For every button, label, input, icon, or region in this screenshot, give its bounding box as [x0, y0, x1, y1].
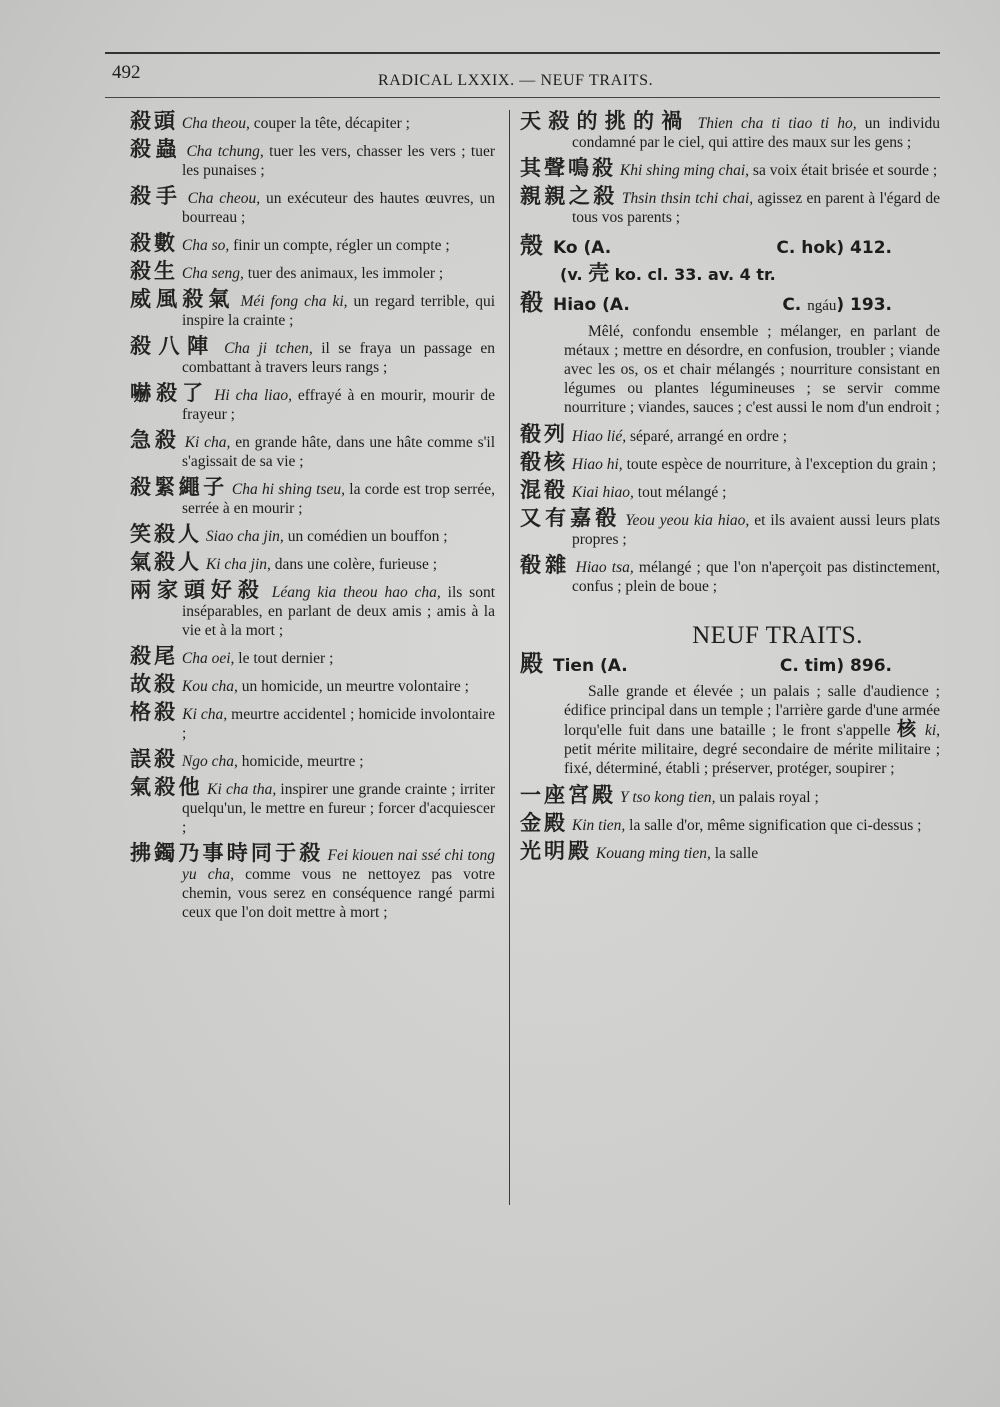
entry-definition: un homicide, un meurtre volontaire ;: [241, 678, 469, 695]
cross-reference-note: [560, 261, 940, 285]
dictionary-entry: [130, 672, 495, 696]
entry-characters: 嚇殺了: [130, 381, 209, 405]
page-number: 492: [112, 62, 141, 83]
entry-definition: comme vous ne nettoyez pas votre chemin, vous serez en conséquence rangé parmi ceux que l'on doit mettre à mort ;: [182, 866, 496, 921]
entry-definition: il se fraya un passage en combattant à travers leurs rangs ;: [182, 340, 495, 376]
right-column: [520, 109, 941, 870]
dictionary-entry: [520, 109, 941, 152]
dictionary-entry: [130, 334, 495, 377]
entry-definition: meurtre accidentel ; homicide involontaire ;: [182, 706, 496, 742]
entry-characters: 金殿: [520, 811, 568, 835]
entry-romanization: Cha seng,: [181, 265, 244, 282]
entry-characters: 殽列: [520, 422, 568, 446]
entry-characters: 殺八陣: [130, 334, 216, 358]
dictionary-entry: [130, 475, 496, 518]
entry-romanization: Cha hi shing tseu,: [231, 481, 345, 498]
entry-definition: mélangé ; que l'on n'aperçoit pas distinctement, confus ; plein de boue ;: [572, 559, 941, 595]
entry-definition: ils sont inséparables, en parlant de deux amis ; amis à la vie et à la mort ;: [182, 584, 496, 639]
dictionary-entry: [130, 775, 495, 837]
dictionary-entry: [130, 841, 496, 922]
entry-definition: tuer les vers, chasser les vers ; tuer les punaises ;: [182, 143, 496, 179]
entry-definition: un exécuteur des hautes œuvres, un bourreau ;: [182, 190, 496, 226]
dictionary-entry: [520, 839, 940, 863]
dictionary-entry: [520, 156, 940, 180]
entry-characters: 又有嘉殽: [520, 506, 621, 530]
entry-characters: 天殺的挑的禍: [520, 109, 690, 133]
head-character: 殿: [520, 651, 543, 677]
dictionary-entry: [130, 137, 496, 180]
entry-head-tien: [520, 651, 940, 677]
entry-definition: en grande hâte, dans une hâte comme s'il s'agissait de sa vie ;: [182, 434, 496, 470]
entry-romanization: Léang kia theou hao cha,: [271, 584, 441, 601]
entry-definition: finir un compte, régler un compte ;: [233, 237, 450, 254]
entry-characters: 殺數: [130, 231, 178, 255]
entry-characters: 故殺: [130, 672, 178, 696]
head-character: 殽: [520, 290, 543, 316]
entry-definition: agissez en parent à l'égard de tous vos parents ;: [572, 190, 940, 226]
entry-characters: 混殽: [520, 478, 568, 502]
entry-characters: 一座宮殿: [520, 783, 616, 807]
entry-characters: 光明殿: [520, 839, 592, 863]
note-character: 壳: [588, 261, 610, 285]
entry-characters: 威風殺氣: [130, 287, 235, 311]
dictionary-entry: [130, 259, 495, 283]
entry-characters: 殺緊繩子: [130, 475, 228, 499]
entry-romanization: Kiai hiao,: [571, 484, 634, 501]
entry-characters: 氣殺人: [130, 550, 202, 574]
entry-definition: un regard terrible, qui inspire la crainte ;: [182, 293, 496, 329]
entry-romanization: Siao cha jin,: [205, 528, 284, 545]
entry-romanization: Cha oei,: [181, 650, 235, 667]
top-rule: [105, 52, 940, 54]
entry-romanization: Cha theou,: [181, 115, 250, 132]
dictionary-entry: [520, 450, 940, 474]
entry-definition: tuer des animaux, les immoler ;: [247, 265, 444, 282]
entry-characters: 親親之殺: [520, 184, 618, 208]
entry-romanization: Cha ji tchen,: [224, 340, 313, 357]
entry-characters: 殺手: [130, 184, 182, 208]
entry-characters: 殺頭: [130, 109, 178, 133]
dictionary-entry: [130, 522, 495, 546]
head-word: Hiao (A.: [553, 295, 630, 315]
dictionary-entry: [130, 231, 495, 255]
dictionary-entry: [520, 783, 940, 807]
header-rule: [105, 97, 940, 98]
head-code: C. hok) 412.: [776, 238, 892, 258]
entry-romanization: Hi cha liao,: [214, 387, 292, 404]
entry-characters: 兩家頭好殺: [130, 578, 265, 602]
entry-definition: le tout dernier ;: [238, 650, 334, 667]
column-divider: [509, 110, 510, 1205]
entry-romanization: Thsin thsin tchi chai,: [621, 190, 754, 207]
dictionary-entry: [130, 381, 496, 424]
entry-definition: la salle d'or, même signification que ci-dessus ;: [629, 817, 922, 834]
entry-head-ko: [520, 233, 940, 259]
inline-character: 核: [896, 718, 919, 740]
entry-romanization: Kou cha,: [181, 678, 238, 695]
entry-characters: 殺生: [130, 259, 178, 283]
entry-romanization: Khi shing ming chai,: [619, 162, 750, 179]
entry-romanization: Ki cha,: [182, 706, 228, 723]
dictionary-entry: [130, 578, 496, 640]
entry-definition: sa voix était brisée et sourde ;: [752, 162, 938, 179]
head-word: Tien (A.: [553, 656, 628, 676]
definition-paragraph-tien: Salle grande et élevée ; un palais ; salle d'audience ; édifice principal dans un temple ; l'arrière garde d'une armée lorqu'elle fuit dans une bataille ; le front s'appelle 核 ki, petit mérite militaire, degré secondaire de mérite militaire ; fixé, déterminé, établi ; préserver, protéger, soupirer ;: [564, 683, 940, 777]
entry-definition: un palais royal ;: [719, 789, 819, 806]
entry-romanization: Ki cha tha,: [207, 781, 277, 798]
entry-characters: 殽核: [520, 450, 568, 474]
entry-characters: 急殺: [130, 428, 180, 452]
entry-romanization: Kouang ming tien,: [595, 845, 711, 862]
head-code: C. tim) 896.: [779, 656, 892, 676]
entry-definition: séparé, arrangé en ordre ;: [630, 428, 788, 445]
entry-definition: la salle: [714, 845, 759, 862]
dictionary-entry: [130, 287, 496, 330]
entry-romanization: Cha so,: [181, 237, 230, 254]
left-column: [130, 109, 496, 929]
entry-romanization: Hiao hi,: [571, 456, 623, 473]
entry-romanization: Cha tchung,: [186, 143, 264, 160]
note-prefix: (v.: [560, 265, 583, 284]
entry-definition: toute espèce de nourriture, à l'exception du grain ;: [626, 456, 937, 473]
definition-paragraph-hiao: Mêlé, confondu ensemble ; mélanger, en parlant de métaux ; mettre en désordre, en confusion, troubler ; viande avec les os, os et chair mélangés ; nourriture consistant en légumes ou plantes légumineuses ; se servir comme nourriture ; viandes, sauces ; c'est aussi le nom d'un endroit ;: [564, 323, 940, 416]
dictionary-entry: [130, 109, 495, 133]
section-title: NEUF TRAITS.: [692, 622, 863, 649]
dictionary-entry: [520, 184, 940, 227]
entry-definition: effrayé à en mourir, mourir de frayeur ;: [182, 387, 496, 423]
entry-characters: 氣殺他: [130, 775, 203, 799]
entry-romanization: Cha cheou,: [187, 190, 261, 207]
entry-definition: inspirer une grande crainte ; irriter quelqu'un, le mettre en fureur ; forcer d'acquiescer ;: [182, 781, 495, 836]
entry-definition: la corde est trop serrée, serrée à en mourir ;: [182, 481, 496, 517]
dictionary-entry: [130, 428, 496, 471]
entry-romanization: Hiao tsa,: [575, 559, 634, 576]
entry-characters: 誤殺: [130, 747, 178, 771]
entry-romanization: Kin tien,: [571, 817, 626, 834]
dictionary-entry: [520, 811, 940, 835]
entry-romanization: Ngo cha,: [181, 753, 238, 770]
entry-head-hiao: [520, 290, 940, 316]
entry-romanization: Thien cha ti tiao ti ho,: [697, 115, 857, 132]
inline-romanization: ki,: [924, 722, 940, 739]
head-word: Ko (A.: [553, 238, 612, 258]
dictionary-entry: [520, 506, 940, 549]
dictionary-entry: [520, 422, 940, 446]
dictionary-entry: [520, 553, 941, 596]
entry-characters: 拂鐲乃事時同于殺: [130, 841, 324, 865]
entry-definition: un individu condamné par le ciel, qui attire des maux sur les gens ;: [572, 115, 941, 151]
head-character: 殼: [520, 233, 543, 259]
entry-definition: homicide, meurtre ;: [241, 753, 364, 770]
dictionary-entry: [130, 747, 495, 771]
entry-characters: 殺蟲: [130, 137, 182, 161]
note-text: ko. cl. 33. av. 4 tr.: [614, 265, 776, 284]
dictionary-entry: [130, 700, 496, 743]
entry-romanization: Hiao lié,: [571, 428, 627, 445]
entry-definition: et ils avaient aussi leurs plats propres ;: [572, 512, 940, 548]
entry-definition: un comédien un bouffon ;: [287, 528, 448, 545]
entry-characters: 殺尾: [130, 644, 178, 668]
entry-characters: 笑殺人: [130, 522, 202, 546]
entry-romanization: Ki cha,: [184, 434, 231, 451]
entry-definition: tout mélangé ;: [637, 484, 727, 501]
dictionary-entry: [130, 184, 496, 227]
entry-romanization: Méi fong cha ki,: [240, 293, 348, 310]
dictionary-entry: [130, 644, 495, 668]
entry-romanization: Fei kiouen nai ssé chi tong yu cha,: [182, 847, 496, 883]
head-code: C. ngáu) 193.: [782, 295, 892, 315]
entry-definition: dans une colère, furieuse ;: [274, 556, 438, 573]
entry-characters: 格殺: [130, 700, 179, 724]
entry-definition: couper la tête, décapiter ;: [253, 115, 410, 132]
entry-romanization: Yeou yeou kia hiao,: [625, 512, 750, 529]
entry-characters: 殽雜: [520, 553, 571, 577]
entry-romanization: Y tso kong tien,: [619, 789, 716, 806]
entry-romanization: Ki cha jin,: [205, 556, 271, 573]
dictionary-entry: [130, 550, 495, 574]
running-head: RADICAL LXXIX. — NEUF TRAITS.: [378, 72, 654, 89]
dictionary-entry: [520, 478, 940, 502]
entry-characters: 其聲鳴殺: [520, 156, 616, 180]
